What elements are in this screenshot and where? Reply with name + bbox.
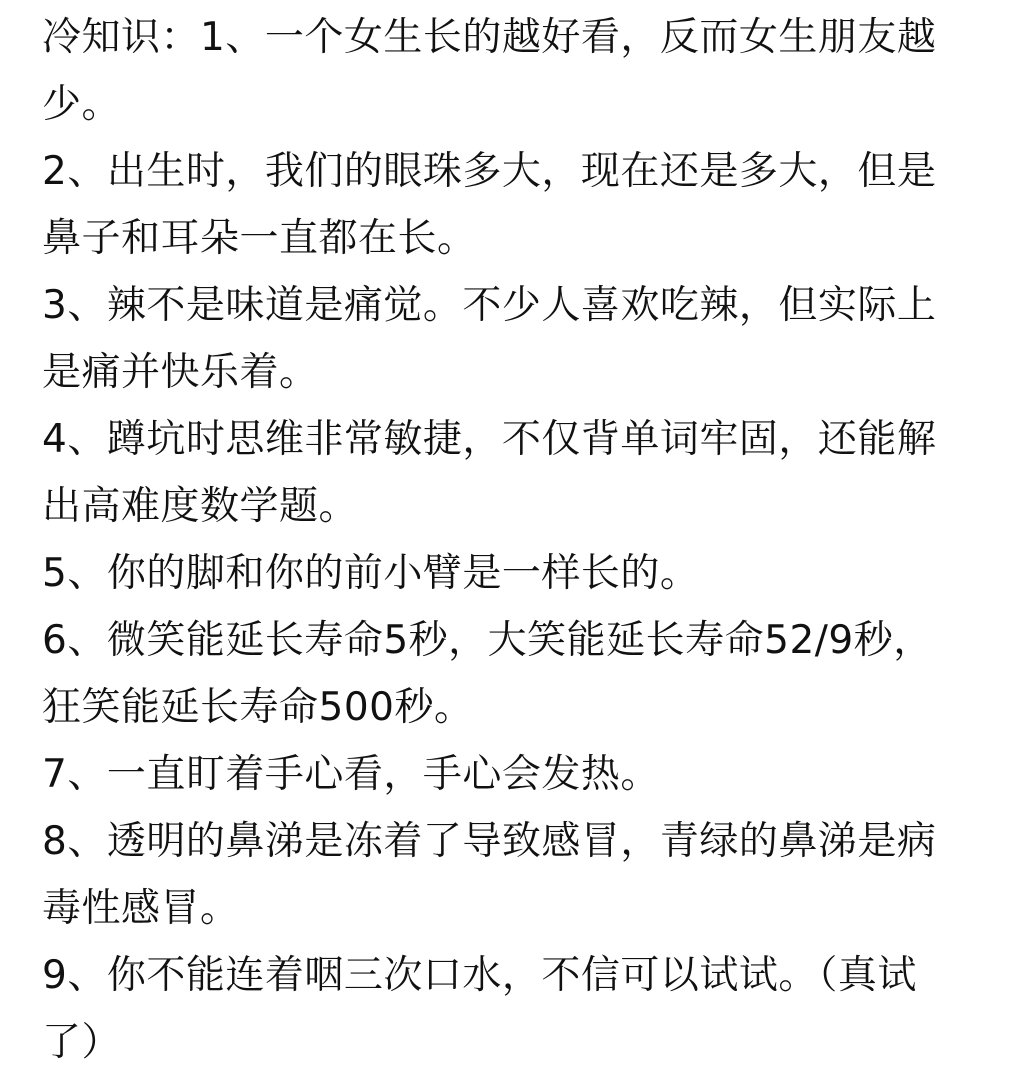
fact-paragraph-9: 9、你不能连着咽三次口水，不信可以试试。（真试了） [42, 953, 917, 1065]
fact-paragraph-5: 5、你的脚和你的前小臂是一样长的。 [42, 551, 700, 596]
fact-paragraph-4: 4、蹲坑时思维非常敏捷，不仅背单词牢固，还能解出高难度数学题。 [42, 417, 937, 529]
fact-paragraph-8: 8、透明的鼻涕是冻着了导致感冒，青绿的鼻涕是病毒性感冒。 [42, 819, 937, 931]
post-text-body [42, 4, 972, 1076]
fact-paragraph-intro: 冷知识：1、一个女生长的越好看，反而女生朋友越少。 [42, 15, 937, 127]
fact-paragraph-6: 6、微笑能延长寿命5秒，大笑能延长寿命52/9秒，狂笑能延长寿命500秒。 [42, 618, 933, 730]
fact-paragraph-2: 2、出生时，我们的眼珠多大，现在还是多大，但是鼻子和耳朵一直都在长。 [42, 149, 937, 261]
fact-paragraph-7: 7、一直盯着手心看，手心会发热。 [42, 752, 660, 797]
fact-paragraph-3: 3、辣不是味道是痛觉。不少人喜欢吃辣，但实际上是痛并快乐着。 [42, 283, 937, 395]
